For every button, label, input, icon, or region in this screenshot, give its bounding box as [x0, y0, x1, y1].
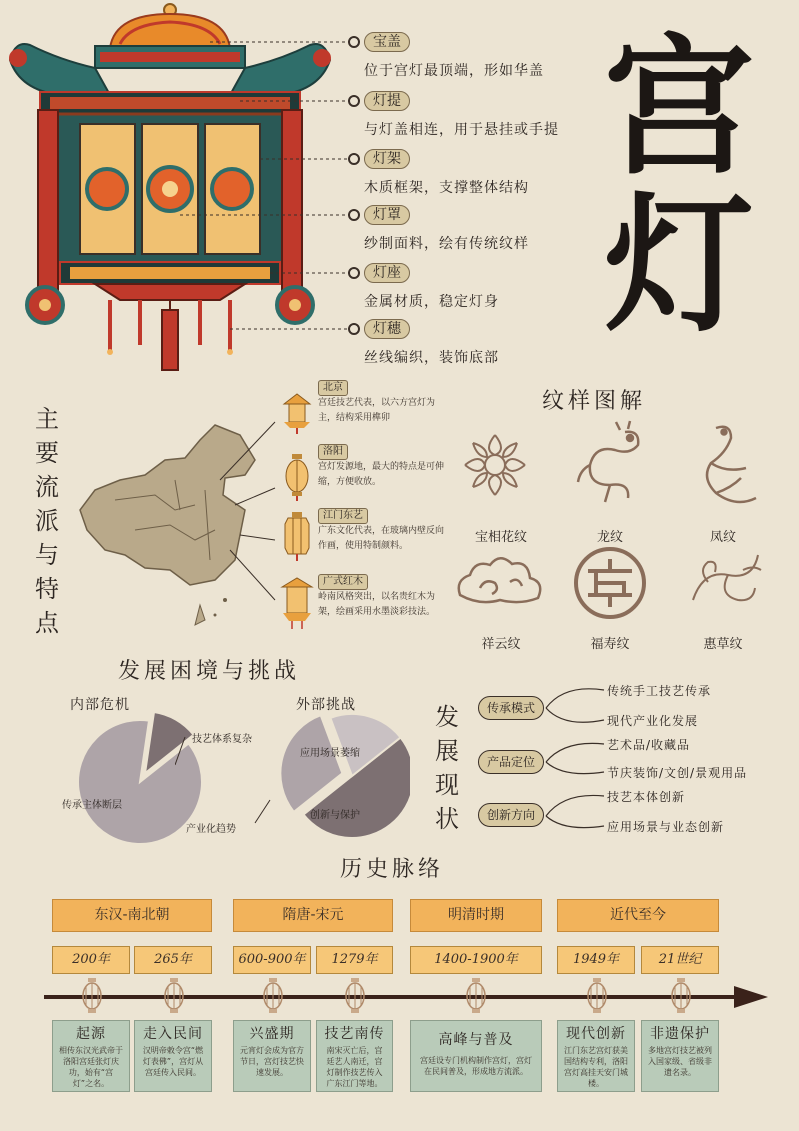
pattern-label-phoenix: 凤纹: [709, 530, 736, 545]
school-tag-luoyang: 洛阳: [318, 444, 348, 460]
part-tag-dengjia: 灯架: [364, 149, 410, 169]
part-desc-dengsui: 丝线编织，装饰底部: [364, 350, 499, 366]
stage-title: 现代创新: [566, 1026, 626, 1042]
year-box: 1400-1900年: [410, 946, 542, 974]
stage-card: [641, 1020, 719, 1092]
timeline-lantern-icon: [670, 978, 692, 1014]
status-tag-inheritance: 传承模式: [478, 696, 544, 720]
part-desc-dengzuo: 金属材质，稳定灯身: [364, 294, 499, 310]
status-item: 现代产业化发展: [607, 714, 699, 728]
stage-title: 起源: [76, 1026, 106, 1042]
round-lantern-icon: [284, 452, 310, 502]
stage-title: 高峰与普及: [438, 1032, 514, 1048]
schools-title: 主 要 流 派 与 特 点: [35, 405, 59, 637]
status-item: 应用场景与业态创新: [607, 820, 725, 834]
pattern-label-fushou: 福寿纹: [590, 637, 630, 652]
patterns-title: 纹样图解: [542, 389, 647, 414]
school-desc-jiangmen: 广东文化代表，在玻璃内壁反向作画，使用特制颜料。: [318, 526, 445, 551]
part-marker: [348, 323, 360, 335]
part-desc-dengti: 与灯盖相连，用于悬挂或手提: [364, 122, 559, 138]
school-tag-guangshi: 广式红木: [318, 574, 368, 590]
part-desc-baogai: 位于宫灯最顶端，形如华盖: [364, 63, 544, 79]
baoxianghua-pattern-icon: [455, 425, 535, 505]
part-marker: [348, 153, 360, 165]
pattern-label-huicao: 惠草纹: [703, 637, 743, 652]
year-box: 1949年: [557, 946, 635, 974]
era-box: 近代至今: [557, 899, 719, 932]
history-title: 历史脉络: [340, 857, 445, 882]
status-tag-positioning: 产品定位: [478, 750, 544, 774]
part-tag-dengzuo: 灯座: [364, 263, 410, 283]
external-challenge-title: 外部挑战: [296, 697, 356, 713]
timeline-lantern-icon: [163, 978, 185, 1014]
year-box: 265年: [134, 946, 212, 974]
huicao-pattern-icon: [683, 540, 773, 620]
era-box: 明清时期: [410, 899, 542, 932]
stage-card: [316, 1020, 393, 1092]
internal-label-complex: 技艺体系复杂: [192, 734, 252, 745]
external-label-industry: 产业化趋势: [186, 824, 236, 835]
school-tag-jiangmen: 江门东艺: [318, 508, 368, 524]
timeline-arrow: [44, 984, 770, 1010]
school-tag-beijing: 北京: [318, 380, 348, 396]
stage-desc: 相传东汉光武帝于洛阳宫廷张灯庆功，始有“宫灯”之名。: [59, 1046, 123, 1088]
stage-card: [134, 1020, 212, 1092]
fushou-pattern-icon: [570, 543, 650, 623]
timeline-lantern-icon: [344, 978, 366, 1014]
title-char-deng: 灯: [604, 177, 755, 353]
rosewood-lantern-icon: [280, 575, 314, 630]
xiangyun-pattern-icon: [450, 550, 550, 615]
stage-desc: 多地宫灯技艺被列入国家级、省级非遗名录。: [648, 1046, 712, 1077]
dragon-pattern-icon: [570, 420, 650, 510]
status-item: 传统手工技艺传承: [607, 684, 712, 698]
status-tag-innovation: 创新方向: [478, 803, 544, 827]
year-box: 200年: [52, 946, 130, 974]
part-marker: [348, 36, 360, 48]
school-desc-beijing: 宫廷技艺代表，以六方宫灯为主，结构采用榫卯: [318, 398, 436, 423]
parts-leader-lines: [170, 30, 360, 340]
era-box: 隋唐-宋元: [233, 899, 393, 932]
pattern-label-xiangyun: 祥云纹: [481, 637, 521, 652]
stage-desc: 元宵灯会成为官方节日，宫灯技艺快速发展。: [240, 1046, 304, 1077]
stage-desc: 南宋灭亡后，宫廷艺人南迁，宫灯制作技艺传入广东江门等地。: [326, 1046, 383, 1088]
timeline-lantern-icon: [465, 978, 487, 1014]
year-box: 21世纪: [641, 946, 719, 974]
part-desc-dengjia: 木质框架，支撑整体结构: [364, 180, 529, 196]
status-item: 艺术品/收藏品: [607, 738, 691, 752]
stage-card: [52, 1020, 130, 1092]
pavilion-lantern-icon: [282, 390, 312, 435]
stage-title: 技艺南传: [324, 1026, 385, 1042]
external-label-innovation: 创新与保护: [310, 810, 360, 821]
year-box: 600-900年: [233, 946, 311, 974]
stage-title: 非遗保护: [650, 1026, 710, 1042]
part-tag-dengsui: 灯穗: [364, 319, 410, 339]
status-item: 节庆装饰/文创/景观用品: [607, 766, 748, 780]
part-tag-dengti: 灯提: [364, 91, 410, 111]
stage-desc: 汉明帝敕令宫“燃灯表佛”，宫灯从宫廷传入民间。: [142, 1046, 204, 1077]
status-title: 发 展 现 状: [435, 703, 459, 833]
internal-label-fault: 传承主体断层: [62, 800, 122, 811]
stage-card: [557, 1020, 635, 1092]
school-desc-guangshi: 岭南风格突出，以名贵红木为架，绘画采用水墨淡彩技法。: [318, 592, 436, 617]
part-marker: [348, 267, 360, 279]
phoenix-pattern-icon: [686, 418, 766, 518]
stage-title: 走入民间: [143, 1026, 203, 1042]
timeline-lantern-icon: [81, 978, 103, 1014]
stage-card: [233, 1020, 311, 1092]
part-tag-dengzhao: 灯罩: [364, 205, 410, 225]
hexagon-lantern-icon: [283, 510, 311, 562]
part-marker: [348, 209, 360, 221]
stage-card: [410, 1020, 542, 1092]
part-marker: [348, 95, 360, 107]
timeline-lantern-icon: [586, 978, 608, 1014]
internal-crisis-title: 内部危机: [70, 697, 130, 713]
stage-desc: 江门东艺宫灯获美国结构专利，洛阳宫灯高挂天安门城楼。: [564, 1046, 628, 1088]
stage-title: 兴盛期: [249, 1026, 295, 1042]
status-item: 技艺本体创新: [607, 790, 686, 804]
era-box: 东汉-南北朝: [52, 899, 212, 932]
year-box: 1279年: [316, 946, 393, 974]
challenges-title: 发展困境与挑战: [118, 659, 301, 684]
external-label-shrink: 应用场景萎缩: [300, 748, 360, 759]
pattern-label-baoxianghua: 宝相花纹: [474, 530, 527, 545]
status-connector-lines: [544, 680, 614, 840]
title-char-gong: 宫: [604, 19, 755, 195]
part-desc-dengzhao: 纱制面料，绘有传统纹样: [364, 236, 529, 252]
stage-desc: 宫廷设专门机构制作宫灯，宫灯在民间普及，形成地方流派。: [420, 1056, 532, 1076]
timeline-lantern-icon: [262, 978, 284, 1014]
pattern-label-dragon: 龙纹: [596, 530, 623, 545]
school-desc-luoyang: 宫灯发源地，最大的特点是可伸缩，方便收放。: [318, 462, 445, 487]
part-tag-baogai: 宝盖: [364, 32, 410, 52]
